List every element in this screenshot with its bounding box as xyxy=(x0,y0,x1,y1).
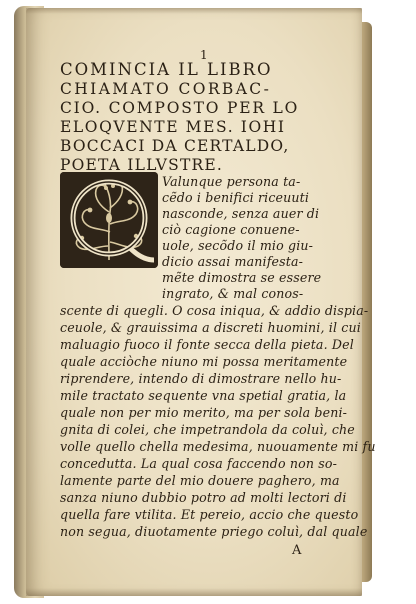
body-line-14: mile tractato sequente vna spetial gratia, la xyxy=(60,388,347,403)
body-line-8: ingrato, & mal conos- xyxy=(162,286,304,301)
body-line-13: riprendere, intendo di dimostrare nello hu- xyxy=(60,371,342,386)
body-line-19: lamente parte del mio douere paghero, ma xyxy=(60,473,340,488)
page-shadow-bottom xyxy=(26,588,362,596)
body-line-9: scente di quegli. O cosa iniqua, & addio dispia- xyxy=(60,303,369,318)
body-line-18: concedutta. La qual cosa faccendo non so- xyxy=(60,456,338,471)
body-line-22: non segua, diuotamente priego coluì, dal quale xyxy=(60,524,368,539)
body-line-6: dicio assai manifesta- xyxy=(162,254,304,269)
body-line-20: sanza niuno dubbio potro ad molti lectori di xyxy=(60,490,347,505)
body-line-7: mẽte dimostra se essere xyxy=(162,270,322,285)
title-line-2: CHIAMATO CORBAC- xyxy=(60,80,272,98)
body-line-15: quale non per mio merito, ma per sola beni- xyxy=(60,405,348,420)
body-line-2: cẽdo i benifici riceuuti xyxy=(162,190,310,205)
title-line-5: BOCCACI DA CERTALDO, xyxy=(60,137,290,155)
body-line-16: gnita di colei, che impetrandola da coluì, che xyxy=(60,422,355,437)
body-line-10: ceuole, & grauissima a discreti huomini, il cui xyxy=(60,320,361,335)
body-line-21: quella fare vtilita. Et pereio, accio che questo xyxy=(60,507,359,522)
woodcut-foliage-icon xyxy=(60,172,158,268)
title-line-3: CIO. COMPOSTO PER LO xyxy=(60,99,300,117)
body-line-3: nasconde, senza auer di xyxy=(162,206,320,221)
page-folio: 1 xyxy=(200,48,208,62)
body-line-1: Valunque persona ta- xyxy=(162,174,301,189)
page-shadow-top xyxy=(26,8,362,14)
body-line-11: maluagio fuoco il fonte secca della pieta. Del xyxy=(60,337,354,352)
decorated-initial-q xyxy=(60,172,158,268)
body-line-5: uole, secõdo il mio giu- xyxy=(162,238,314,253)
body-line-4: ciò cagione conuene- xyxy=(162,222,300,237)
title-line-1: COMINCIA IL LIBRO xyxy=(60,60,273,79)
body-line-12: quale acciòche niuno mi possa meritamente xyxy=(60,354,348,369)
signature-mark: A xyxy=(292,543,302,558)
title-line-6: POETA ILLVSTRE. xyxy=(60,156,223,174)
body-line-17: volle quello chella medesima, nuouamente mi fu xyxy=(60,439,376,454)
title-line-4: ELOQVENTE MES. IOHI xyxy=(60,118,286,136)
